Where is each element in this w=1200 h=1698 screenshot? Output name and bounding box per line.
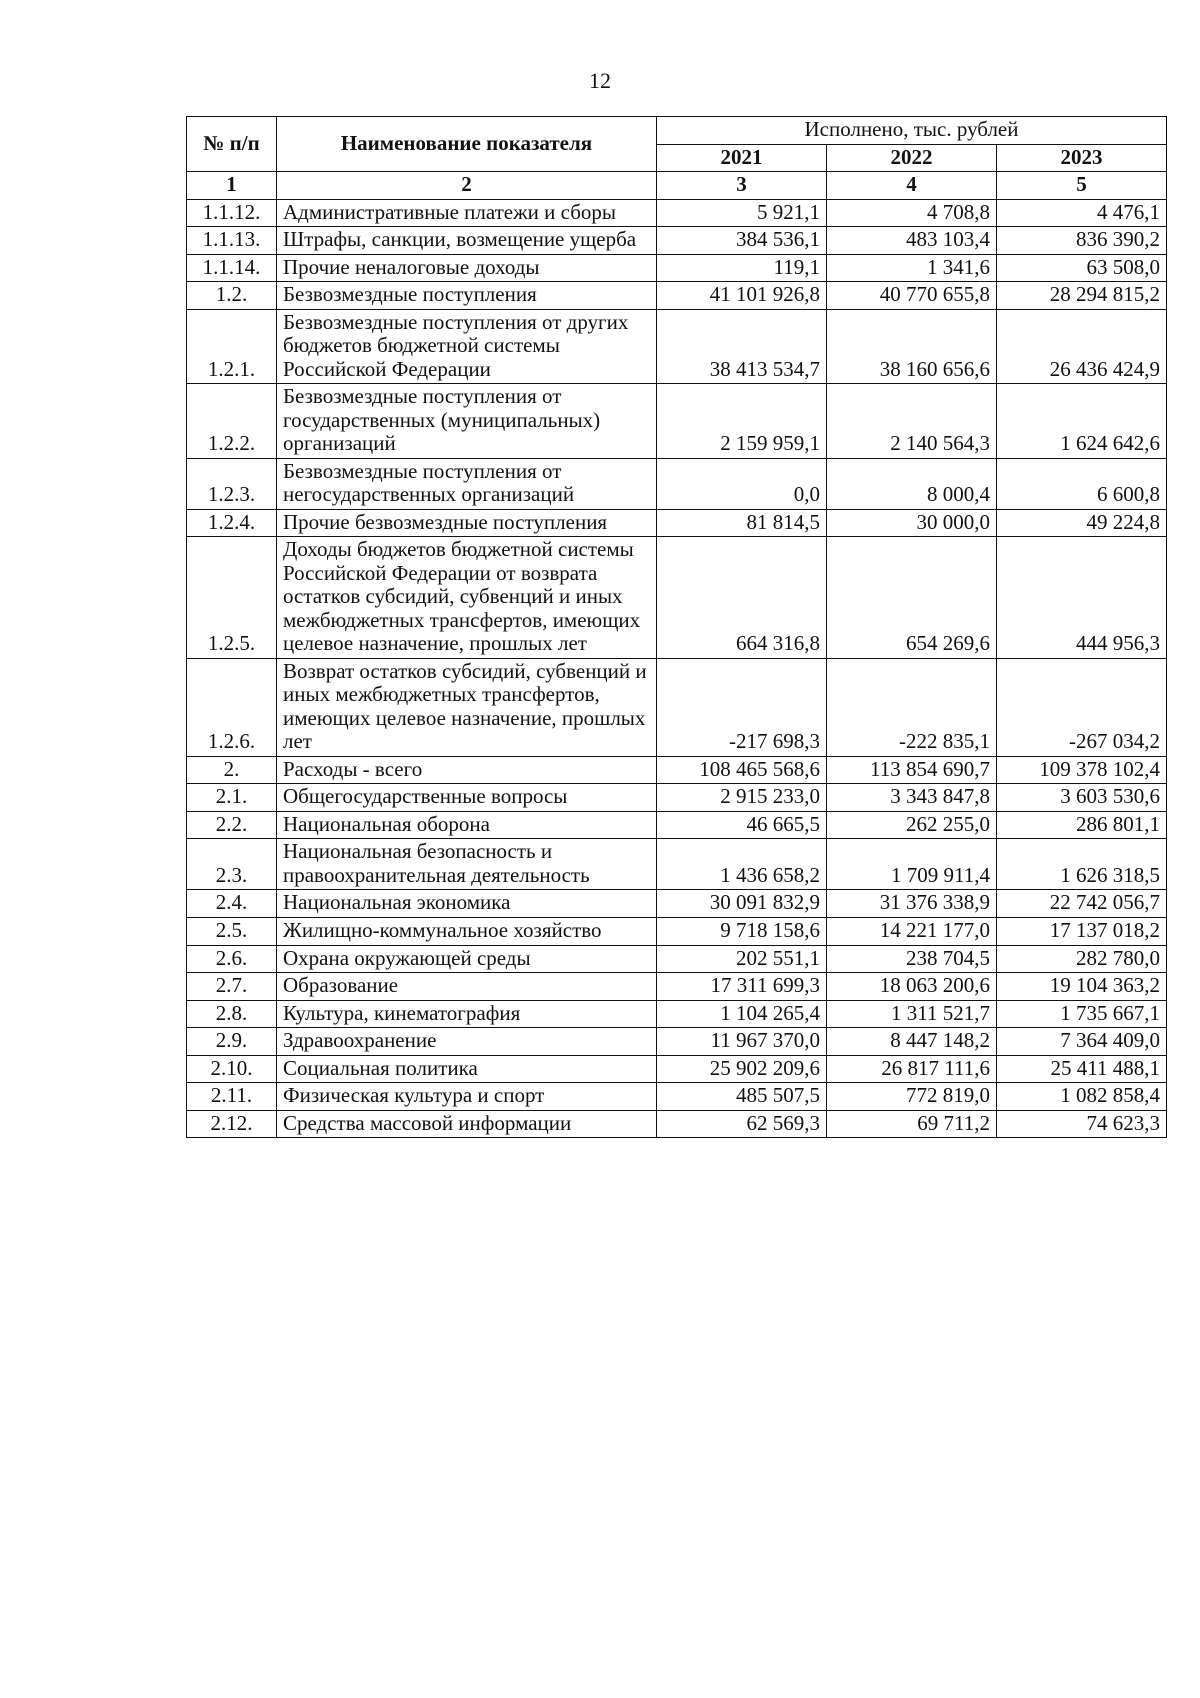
value-2023: 7 364 409,0: [997, 1028, 1167, 1056]
row-name: Образование: [277, 973, 657, 1001]
table-row: [187, 1083, 1167, 1111]
table-row: [187, 199, 1167, 227]
table-row: [187, 917, 1167, 945]
table-row: [187, 309, 1167, 384]
row-name: Доходы бюджетов бюджетной системы Российской Федерации от возврата остатков субсидий, субвенций и иных межбюджетных трансфертов, имеющих целевое назначение, прошлых лет: [277, 537, 657, 659]
row-number: 2.2.: [187, 811, 277, 839]
row-name: Расходы - всего: [277, 756, 657, 784]
value-2022: 8 000,4: [827, 458, 997, 509]
table-row: [187, 658, 1167, 756]
value-2022: 2 140 564,3: [827, 384, 997, 459]
row-number: 1.1.13.: [187, 227, 277, 255]
value-2022: 38 160 656,6: [827, 309, 997, 384]
row-number: 2.5.: [187, 917, 277, 945]
value-2022: 238 704,5: [827, 945, 997, 973]
value-2021: 25 902 209,6: [657, 1055, 827, 1083]
row-number: 1.1.14.: [187, 254, 277, 282]
value-2022: 18 063 200,6: [827, 973, 997, 1001]
value-2023: 74 623,3: [997, 1110, 1167, 1138]
value-2021: 46 665,5: [657, 811, 827, 839]
value-2022: 31 376 338,9: [827, 890, 997, 918]
value-2023: 282 780,0: [997, 945, 1167, 973]
row-name: Штрафы, санкции, возмещение ущерба: [277, 227, 657, 255]
row-number: 1.1.12.: [187, 199, 277, 227]
row-name: Социальная политика: [277, 1055, 657, 1083]
value-2022: -222 835,1: [827, 658, 997, 756]
row-name: Охрана окружающей среды: [277, 945, 657, 973]
value-2023: 4 476,1: [997, 199, 1167, 227]
value-2023: 1 735 667,1: [997, 1000, 1167, 1028]
row-number: 1.2.2.: [187, 384, 277, 459]
table-row: [187, 254, 1167, 282]
row-number: 1.2.4.: [187, 509, 277, 537]
row-number: 2.9.: [187, 1028, 277, 1056]
value-2023: 286 801,1: [997, 811, 1167, 839]
value-2022: 69 711,2: [827, 1110, 997, 1138]
value-2023: 109 378 102,4: [997, 756, 1167, 784]
value-2023: 28 294 815,2: [997, 282, 1167, 310]
table-row: [187, 756, 1167, 784]
table-row: [187, 839, 1167, 890]
row-name: Безвозмездные поступления от государственных (муниципальных) организаций: [277, 384, 657, 459]
row-name: Возврат остатков субсидий, субвенций и иных межбюджетных трансфертов, имеющих целевое назначение, прошлых лет: [277, 658, 657, 756]
table-row: [187, 282, 1167, 310]
row-name: Безвозмездные поступления от негосударственных организаций: [277, 458, 657, 509]
value-2021: 9 718 158,6: [657, 917, 827, 945]
value-2021: 81 814,5: [657, 509, 827, 537]
value-2021: -217 698,3: [657, 658, 827, 756]
value-2023: 19 104 363,2: [997, 973, 1167, 1001]
table-row: [187, 1110, 1167, 1138]
value-2023: 6 600,8: [997, 458, 1167, 509]
value-2022: 262 255,0: [827, 811, 997, 839]
row-number: 2.4.: [187, 890, 277, 918]
value-2023: -267 034,2: [997, 658, 1167, 756]
value-2023: 3 603 530,6: [997, 784, 1167, 812]
table-row: [187, 890, 1167, 918]
header-number: № п/п: [187, 117, 277, 172]
value-2023: 25 411 488,1: [997, 1055, 1167, 1083]
row-number: 1.2.3.: [187, 458, 277, 509]
value-2022: 1 311 521,7: [827, 1000, 997, 1028]
table-row: [187, 1000, 1167, 1028]
value-2021: 384 536,1: [657, 227, 827, 255]
row-number: 2.12.: [187, 1110, 277, 1138]
row-number: 1.2.6.: [187, 658, 277, 756]
row-name: Культура, кинематография: [277, 1000, 657, 1028]
row-name: Национальная безопасность и правоохранительная деятельность: [277, 839, 657, 890]
row-name: Прочие безвозмездные поступления: [277, 509, 657, 537]
page-number: 12: [589, 68, 611, 93]
value-2021: 30 091 832,9: [657, 890, 827, 918]
row-name: Общегосударственные вопросы: [277, 784, 657, 812]
value-2021: 664 316,8: [657, 537, 827, 659]
budget-table: [186, 116, 1167, 1138]
value-2022: 772 819,0: [827, 1083, 997, 1111]
value-2023: 836 390,2: [997, 227, 1167, 255]
value-2023: 1 082 858,4: [997, 1083, 1167, 1111]
value-2021: 485 507,5: [657, 1083, 827, 1111]
value-2021: 62 569,3: [657, 1110, 827, 1138]
row-number: 2.7.: [187, 973, 277, 1001]
value-2022: 30 000,0: [827, 509, 997, 537]
row-name: Национальная оборона: [277, 811, 657, 839]
value-2021: 11 967 370,0: [657, 1028, 827, 1056]
row-number: 2.1.: [187, 784, 277, 812]
header-executed-group: Исполнено, тыс. рублей: [657, 117, 1167, 145]
column-number: 2: [277, 172, 657, 200]
row-name: Административные платежи и сборы: [277, 199, 657, 227]
value-2022: 654 269,6: [827, 537, 997, 659]
value-2021: 17 311 699,3: [657, 973, 827, 1001]
value-2021: 5 921,1: [657, 199, 827, 227]
value-2023: 1 624 642,6: [997, 384, 1167, 459]
value-2021: 108 465 568,6: [657, 756, 827, 784]
row-number: 2.10.: [187, 1055, 277, 1083]
header-year-2021: 2021: [657, 144, 827, 172]
value-2021: 1 104 265,4: [657, 1000, 827, 1028]
table-row: [187, 537, 1167, 659]
row-number: 2.8.: [187, 1000, 277, 1028]
row-name: Безвозмездные поступления: [277, 282, 657, 310]
table-row: [187, 458, 1167, 509]
value-2023: 63 508,0: [997, 254, 1167, 282]
table-row: [187, 1055, 1167, 1083]
value-2022: 1 709 911,4: [827, 839, 997, 890]
table-row: [187, 811, 1167, 839]
row-name: Национальная экономика: [277, 890, 657, 918]
table-row: [187, 1028, 1167, 1056]
table-row: [187, 784, 1167, 812]
row-name: Физическая культура и спорт: [277, 1083, 657, 1111]
row-number: 2.: [187, 756, 277, 784]
header-year-2022: 2022: [827, 144, 997, 172]
row-number: 2.3.: [187, 839, 277, 890]
row-name: Безвозмездные поступления от других бюджетов бюджетной системы Российской Федерации: [277, 309, 657, 384]
value-2023: 17 137 018,2: [997, 917, 1167, 945]
value-2021: 2 915 233,0: [657, 784, 827, 812]
value-2023: 444 956,3: [997, 537, 1167, 659]
value-2021: 41 101 926,8: [657, 282, 827, 310]
row-number: 1.2.1.: [187, 309, 277, 384]
value-2023: 26 436 424,9: [997, 309, 1167, 384]
column-number: 3: [657, 172, 827, 200]
column-number: 5: [997, 172, 1167, 200]
value-2021: 1 436 658,2: [657, 839, 827, 890]
table-row: [187, 509, 1167, 537]
row-name: Жилищно-коммунальное хозяйство: [277, 917, 657, 945]
value-2022: 4 708,8: [827, 199, 997, 227]
value-2021: 2 159 959,1: [657, 384, 827, 459]
value-2023: 1 626 318,5: [997, 839, 1167, 890]
table-row: [187, 227, 1167, 255]
value-2022: 8 447 148,2: [827, 1028, 997, 1056]
header-year-2023: 2023: [997, 144, 1167, 172]
table-row: [187, 945, 1167, 973]
column-number: 1: [187, 172, 277, 200]
row-number: 1.2.5.: [187, 537, 277, 659]
table-row: [187, 973, 1167, 1001]
value-2022: 483 103,4: [827, 227, 997, 255]
row-number: 2.6.: [187, 945, 277, 973]
row-name: Прочие неналоговые доходы: [277, 254, 657, 282]
value-2021: 119,1: [657, 254, 827, 282]
value-2022: 26 817 111,6: [827, 1055, 997, 1083]
row-name: Здравоохранение: [277, 1028, 657, 1056]
value-2022: 1 341,6: [827, 254, 997, 282]
value-2022: 40 770 655,8: [827, 282, 997, 310]
column-number: 4: [827, 172, 997, 200]
value-2021: 0,0: [657, 458, 827, 509]
header-indicator-name: Наименование показателя: [277, 117, 657, 172]
row-name: Средства массовой информации: [277, 1110, 657, 1138]
value-2022: 14 221 177,0: [827, 917, 997, 945]
value-2022: 113 854 690,7: [827, 756, 997, 784]
table-row: [187, 384, 1167, 459]
row-number: 1.2.: [187, 282, 277, 310]
value-2021: 202 551,1: [657, 945, 827, 973]
row-number: 2.11.: [187, 1083, 277, 1111]
value-2022: 3 343 847,8: [827, 784, 997, 812]
value-2021: 38 413 534,7: [657, 309, 827, 384]
value-2023: 22 742 056,7: [997, 890, 1167, 918]
value-2023: 49 224,8: [997, 509, 1167, 537]
